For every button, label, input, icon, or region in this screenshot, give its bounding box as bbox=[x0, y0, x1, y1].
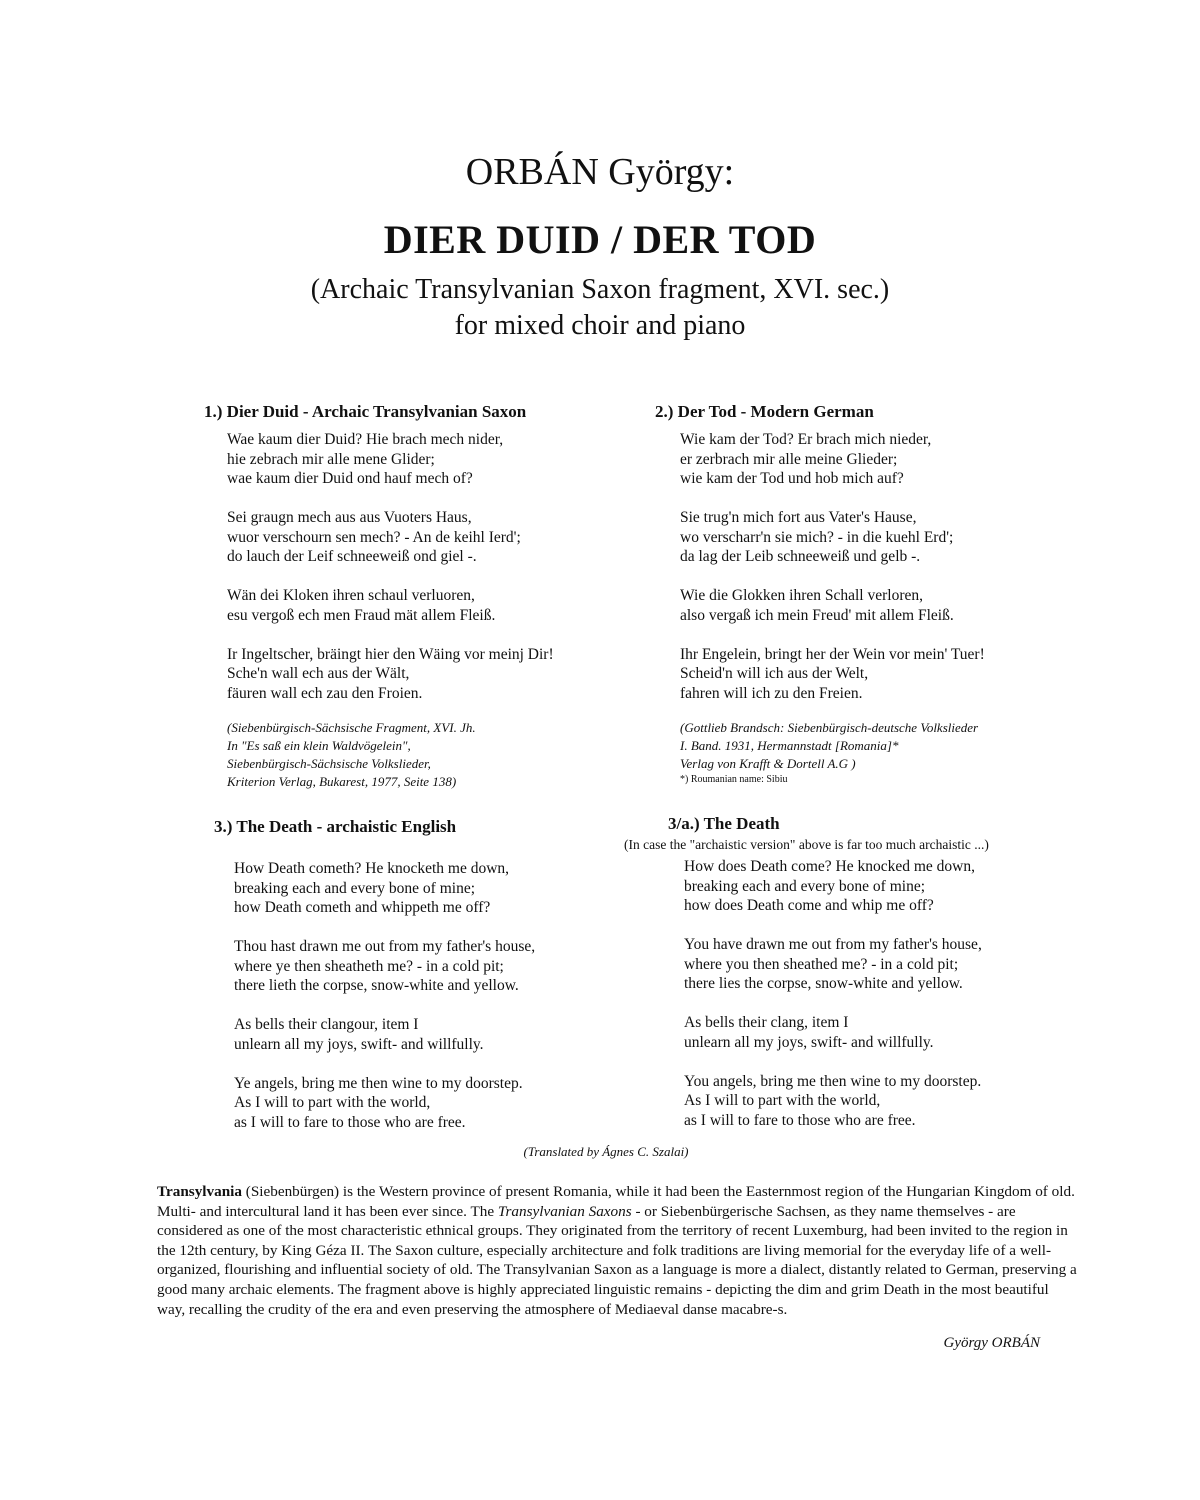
verse-line: As bells their clangour, item I bbox=[234, 1016, 419, 1033]
section-heading: 1.) Dier Duid - Archaic Transylvanian Saxon bbox=[204, 402, 527, 421]
verse-line: also vergaß ich mein Freud' mit allem Fleiß. bbox=[680, 606, 954, 624]
verse-line: How Death cometh? He knocketh me down, bbox=[234, 860, 510, 877]
stanza bbox=[680, 645, 985, 704]
stanza bbox=[684, 857, 989, 916]
verse-line: Wie kam der Tod? Er brach mich nieder, bbox=[680, 431, 932, 448]
section-english bbox=[624, 812, 989, 1130]
section-heading: 3.) The Death - archaistic English bbox=[214, 817, 457, 836]
verse-line: wo verscharr'n sie mich? - in die kuehl Erd'; bbox=[680, 528, 954, 546]
verse-line: Sei graugn mech aus aus Vuoters Haus, bbox=[227, 509, 472, 526]
verse-line: hie zebrach mir alle mene Glider; bbox=[227, 450, 435, 468]
verse-line: You have drawn me out from my father's house, bbox=[684, 936, 982, 953]
verse-block bbox=[680, 430, 985, 787]
stanza bbox=[227, 430, 554, 489]
composer-name: ORBÁN György: bbox=[465, 151, 735, 193]
verse-line: as I will to fare to those who are free. bbox=[684, 1111, 916, 1129]
stanza bbox=[234, 1074, 535, 1133]
verse-line: as I will to fare to those who are free. bbox=[234, 1113, 466, 1131]
verse-line: Wae kaum dier Duid? Hie brach mech nider, bbox=[227, 431, 504, 448]
citation-line: I. Band. 1931, Hermannstadt [Romania]* bbox=[680, 737, 899, 753]
verse-line: da lag der Leib schneeweiß und gelb -. bbox=[680, 548, 921, 565]
verse-line: breaking each and every bone of mine; bbox=[684, 877, 926, 895]
translator-credit: (Translated by Ágnes C. Szalai) bbox=[523, 1144, 689, 1159]
verse-line: do lauch der Leif schneeweiß ond giel -. bbox=[227, 548, 477, 565]
verse-line: Sie trug'n mich fort aus Vater's Hause, bbox=[680, 509, 917, 526]
verse-block bbox=[234, 859, 535, 1132]
citation-line: (Gottlieb Brandsch: Siebenbürgisch-deutsche Volkslieder bbox=[680, 719, 979, 735]
verse-line: You angels, bring me then wine to my doorstep. bbox=[684, 1072, 982, 1090]
verse-line: unlearn all my joys, swift- and willfully. bbox=[684, 1033, 934, 1051]
page-subtitle: (Archaic Transylvanian Saxon fragment, XVI. sec.) bbox=[310, 274, 890, 305]
prose-emphasis: Transylvanian Saxons bbox=[497, 1202, 632, 1220]
verse-line: breaking each and every bone of mine; bbox=[234, 879, 476, 897]
verse-block bbox=[227, 430, 554, 791]
prose-lead: Transylvania bbox=[157, 1183, 242, 1200]
verse-line: How does Death come? He knocked me down, bbox=[684, 858, 975, 875]
citation-line: Kriterion Verlag, Bukarest, 1977, Seite 138) bbox=[227, 773, 457, 789]
section-heading: 2.) Der Tod - Modern German bbox=[655, 402, 874, 421]
source-citation bbox=[227, 719, 554, 791]
verse-line: Scheid'n will ich aus der Welt, bbox=[680, 665, 869, 682]
section-saxon bbox=[204, 400, 554, 791]
verse-line: how Death cometh and whippeth me off? bbox=[234, 899, 491, 916]
section-note: (In case the "archaistic version" above is far too much archaistic ...) bbox=[624, 837, 989, 852]
intro-paragraph bbox=[157, 1182, 1077, 1319]
stanza bbox=[684, 1013, 989, 1052]
verse-line: wie kam der Tod und hob mich auf? bbox=[680, 470, 904, 487]
stanza bbox=[680, 430, 985, 489]
scoring-line: for mixed choir and piano bbox=[454, 310, 746, 341]
verse-line: As I will to part with the world, bbox=[234, 1094, 431, 1111]
page-header bbox=[0, 148, 1200, 344]
page-title: DIER DUID / DER TOD bbox=[383, 217, 817, 262]
verse-line: how does Death come and whip me off? bbox=[684, 897, 934, 914]
stanza bbox=[684, 935, 989, 994]
verse-line: As I will to part with the world, bbox=[684, 1092, 881, 1109]
verse-line: there lies the corpse, snow-white and yellow. bbox=[684, 975, 963, 992]
stanza bbox=[234, 937, 535, 996]
verse-line: fäuren wall ech zau den Froien. bbox=[227, 684, 423, 702]
verse-line: esu vergoß ech men Fraud mät allem Fleiß. bbox=[227, 606, 496, 624]
section-heading: 3/a.) The Death bbox=[668, 814, 780, 833]
stanza bbox=[227, 586, 554, 625]
citation-line: Verlag von Krafft & Dortell A.G ) bbox=[680, 755, 856, 771]
verse-line: Wie die Glokken ihren Schall verloren, bbox=[680, 587, 923, 604]
verse-line: wae kaum dier Duid ond hauf mech of? bbox=[227, 470, 473, 487]
verse-line: where you then sheathed me? - in a cold pit; bbox=[684, 955, 959, 973]
section-german bbox=[655, 400, 985, 787]
verse-line: Sche'n wall ech aus der Wält, bbox=[227, 665, 410, 682]
citation-line: In "Es saß ein klein Waldvögelein", bbox=[227, 737, 411, 753]
verse-line: er zerbrach mir alle meine Glieder; bbox=[680, 450, 898, 468]
stanza bbox=[227, 645, 554, 704]
verse-line: Wän dei Kloken ihren schaul verluoren, bbox=[227, 587, 475, 604]
verse-block bbox=[684, 857, 989, 1130]
stanza bbox=[680, 508, 985, 567]
verse-line: where ye then sheatheth me? - in a cold pit; bbox=[234, 957, 504, 975]
stanza bbox=[234, 859, 535, 918]
verse-line: Ihr Engelein, bringt her der Wein vor mein' Tuer! bbox=[680, 645, 985, 663]
verse-line: unlearn all my joys, swift- and willfully. bbox=[234, 1035, 484, 1053]
prose-text: (Siebenbürgen) is the Western province of present Romania, while it had been the Easternmost region of the Hungarian Kingdom of old. Multi- and intercultural land it has been ever since. The bbox=[157, 1183, 1075, 1220]
stanza bbox=[234, 1015, 535, 1054]
verse-line: there lieth the corpse, snow-white and yellow. bbox=[234, 977, 519, 994]
verse-line: Ye angels, bring me then wine to my doorstep. bbox=[234, 1074, 523, 1092]
section-archaistic-english bbox=[214, 815, 535, 1132]
verse-line: As bells their clang, item I bbox=[684, 1014, 849, 1031]
stanza bbox=[680, 586, 985, 625]
footnote: *) Roumanian name: Sibiu bbox=[680, 773, 788, 785]
author-signature: György ORBÁN bbox=[943, 1335, 1040, 1351]
stanza bbox=[227, 508, 554, 567]
citation-line: Siebenbürgisch-Sächsische Volkslieder, bbox=[227, 755, 431, 771]
verse-line: fahren will ich zu den Freien. bbox=[680, 684, 863, 702]
verse-line: Thou hast drawn me out from my father's house, bbox=[234, 938, 536, 955]
citation-line: (Siebenbürgisch-Sächsische Fragment, XVI. Jh. bbox=[227, 719, 476, 735]
stanza bbox=[684, 1072, 989, 1131]
verse-line: Ir Ingeltscher, bräingt hier den Wäing vor meinj Dir! bbox=[227, 645, 554, 663]
prose-text: - or Siebenbürgerische Sachsen, as they name themselves - are considered as one of the most characteristic ethnical groups. They originated from the territory of recent Luxemburg, had been invited to the region in the 12th century, by King Géza II. The Saxon culture, especially architecture and folk traditions are living memorial for the everyday life of a well-organized, flourishing and influential society of old. The Transylvanian Saxon as a language is more a dialect, distantly related to German, preserving a good many archaic elements. The fragment above is highly appreciated linguistic remains - depicting the dim and grim Death in the most beautiful way, recalling the crudity of the era and even preserving the atmosphere of Mediaeval danse macabre-s. bbox=[157, 1202, 1077, 1318]
source-citation bbox=[680, 719, 985, 787]
verse-line: wuor verschourn sen mech? - An de keihl Ierd'; bbox=[227, 528, 521, 546]
